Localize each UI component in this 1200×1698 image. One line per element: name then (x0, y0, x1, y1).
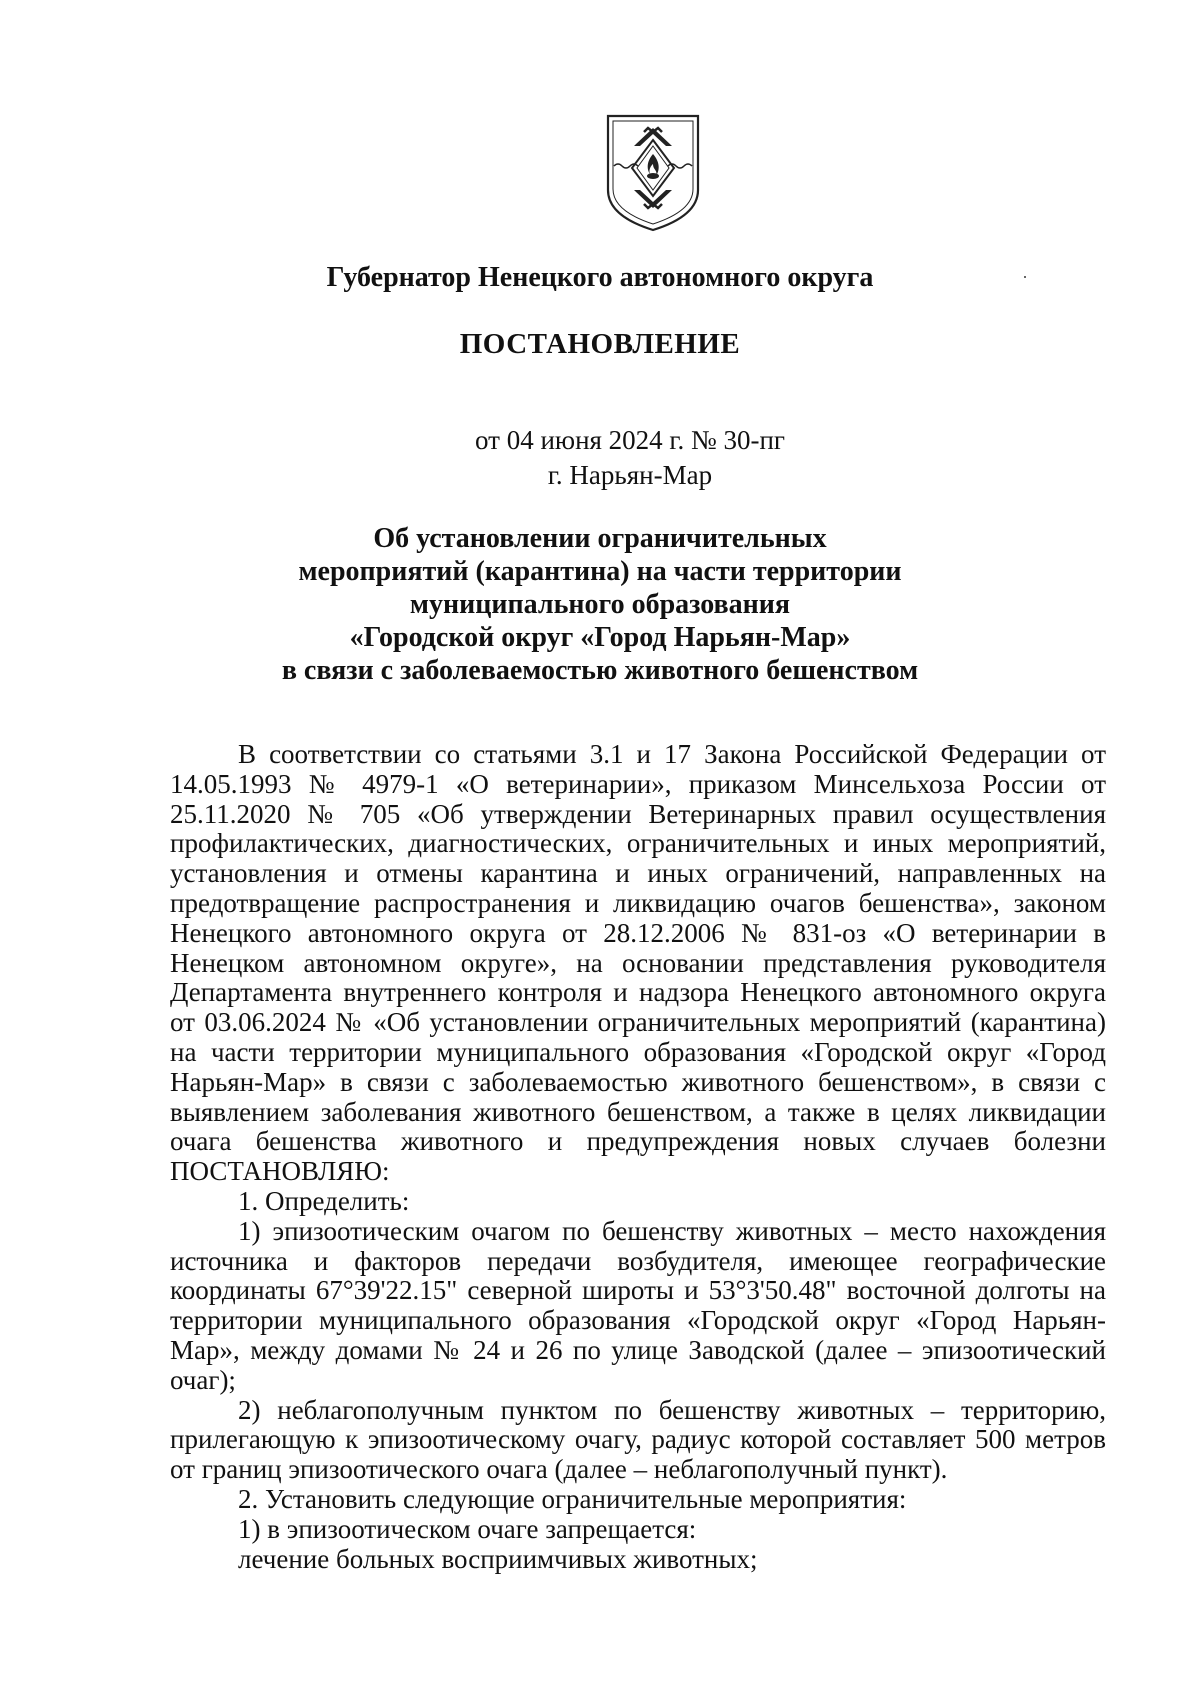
issuing-authority: Губернатор Ненецкого автономного округа (326, 262, 874, 293)
date-and-number: от 04 июня 2024 г. № 30-пг (475, 425, 785, 455)
clause-1-2: 2) неблагополучным пунктом по бешенству животных – территорию, прилегающую к эпизоотическому очагу, радиус которой составляет 500 метров от границ эпизоотического очага (далее – неблагополучный пункт). (170, 1394, 1106, 1485)
city: г. Нарьян-Мар (547, 460, 713, 490)
title-line: Об установлении ограничительных (373, 523, 827, 554)
document-body (170, 740, 1106, 1574)
document-title (0, 522, 1200, 687)
title-line: в связи с заболеваемостью животного бешенством (281, 655, 919, 686)
title-line: мероприятий (карантина) на части территории (298, 556, 902, 587)
title-line: муниципального образования (409, 589, 791, 620)
preamble-paragraph: В соответствии со статьями 3.1 и 17 Закона Российской Федерации от 14.05.1993 № 4979-1 «О ветеринарии», приказом Минсельхоза России от 25.11.2020 № 705 «Об утверждении Ветеринарных правил осуществления профилактических, диагностических, ограничительных и иных мероприятий, установления и отмены карантина и иных ограничений, направленных на предотвращение распространения и ликвидацию очагов бешенства», законом Ненецкого автономного округа от 28.12.2006 № 831-оз «О ветеринарии в Ненецком автономном округе», на основании представления руководителя Департамента внутреннего контроля и надзора Ненецкого автономного округа от 03.06.2024 № «Об установлении ограничительных мероприятий (карантина) на части территории муниципального образования «Городской округ «Город Нарьян-Мар» в связи с заболеваемостью животного бешенством», в связи с выявлением заболевания животного бешенством, а также в целях ликвидации очага бешенства животного и предупреждения новых случаев болезни ПОСТАНОВЛЯЮ: (170, 739, 1106, 1187)
coat-of-arms-icon (604, 112, 702, 234)
clause-1: 1. Определить: (238, 1185, 410, 1216)
title-line: «Городской округ «Город Нарьян-Мар» (349, 622, 851, 653)
clause-2-1-a: лечение больных восприимчивых животных; (238, 1543, 758, 1574)
clause-2-1: 1) в эпизоотическом очаге запрещается: (238, 1513, 697, 1544)
clause-1-1: 1) эпизоотическим очагом по бешенству животных – место нахождения источника и факторов передачи возбудителя, имеющее географические координаты 67°39'22.15" северной широты и 53°3'50.48" восточной долготы на территории муниципального образования «Городской округ «Город Нарьян-Мар», между домами № 24 и 26 по улице Заводской (далее – эпизоотический очаг); (170, 1215, 1106, 1395)
document-type: ПОСТАНОВЛЕНИЕ (459, 328, 741, 360)
clause-2: 2. Установить следующие ограничительные мероприятия: (238, 1483, 907, 1514)
